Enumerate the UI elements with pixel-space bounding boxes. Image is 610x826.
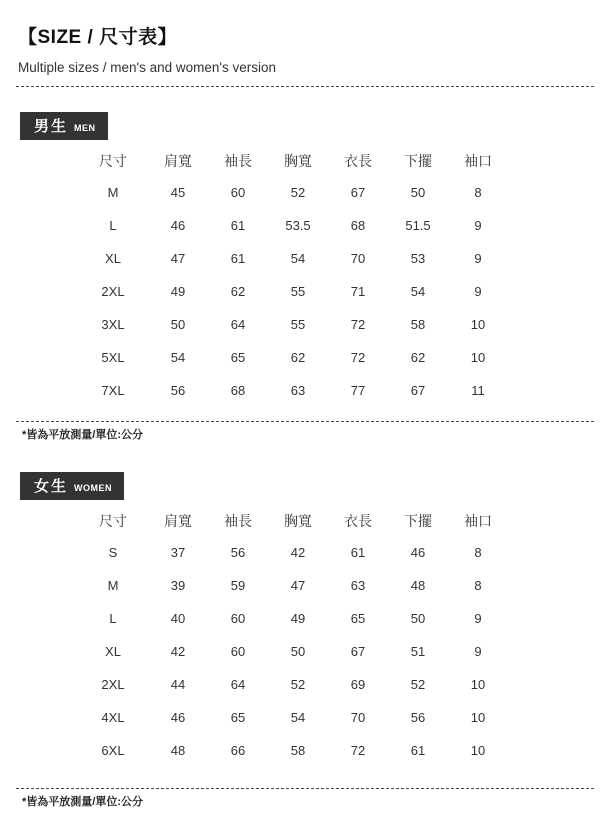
column-header: 胸寬 — [284, 153, 312, 169]
men-table-header-row — [78, 146, 508, 176]
men-size-table — [78, 146, 508, 407]
garment-length-cell: 68 — [350, 218, 366, 233]
men-size-row — [78, 275, 508, 308]
hem-width-cell: 52 — [410, 677, 426, 692]
cuff-width-cell: 10 — [470, 710, 486, 725]
men-section — [16, 87, 594, 443]
men-size-row — [78, 374, 508, 407]
hem-width-cell: 56 — [410, 710, 426, 725]
sleeve-length-cell: 62 — [230, 284, 246, 299]
column-header: 下擺 — [404, 513, 432, 529]
cuff-width-cell: 8 — [474, 578, 482, 593]
hem-width-cell: 58 — [410, 317, 426, 332]
page-title: 【SIZE / 尺寸表】 — [18, 27, 178, 48]
cuff-width-cell: 8 — [474, 185, 482, 200]
men-measurement-note: *皆為平放測量/單位:公分 — [22, 429, 143, 441]
garment-length-cell: 72 — [350, 743, 366, 758]
hem-width-cell: 67 — [410, 383, 426, 398]
chest-width-cell: 52 — [290, 185, 306, 200]
women-table-head — [78, 506, 508, 536]
shoulder-width-cell: 48 — [170, 743, 186, 758]
column-header: 袖口 — [464, 513, 492, 529]
hem-width-cell: 61 — [410, 743, 426, 758]
garment-length-cell: 72 — [350, 317, 366, 332]
size-cell: M — [107, 185, 119, 200]
men-size-row — [78, 209, 508, 242]
sleeve-length-cell: 64 — [230, 677, 246, 692]
hem-width-cell: 53 — [410, 251, 426, 266]
hem-width-cell: 62 — [410, 350, 426, 365]
sleeve-length-cell: 65 — [230, 710, 246, 725]
women-size-row — [78, 602, 508, 635]
chest-width-cell: 63 — [290, 383, 306, 398]
garment-length-cell: 72 — [350, 350, 366, 365]
shoulder-width-cell: 46 — [170, 710, 186, 725]
shoulder-width-cell: 42 — [170, 644, 186, 659]
shoulder-width-cell: 39 — [170, 578, 186, 593]
men-label-en: MEN — [74, 123, 96, 133]
women-table-body — [78, 536, 508, 767]
garment-length-cell: 70 — [350, 251, 366, 266]
sleeve-length-cell: 59 — [230, 578, 246, 593]
sleeve-length-cell: 61 — [230, 251, 246, 266]
page-subtitle: Multiple sizes / men's and women's version — [18, 60, 277, 75]
size-cell: S — [108, 545, 118, 560]
shoulder-width-cell: 46 — [170, 218, 186, 233]
hem-width-cell: 48 — [410, 578, 426, 593]
shoulder-width-cell: 50 — [170, 317, 186, 332]
hem-width-cell: 46 — [410, 545, 426, 560]
cuff-width-cell: 11 — [471, 383, 485, 398]
chest-width-cell: 54 — [290, 710, 306, 725]
garment-length-cell: 63 — [350, 578, 366, 593]
garment-length-cell: 67 — [350, 185, 366, 200]
women-section-badge — [20, 472, 124, 500]
cuff-width-cell: 10 — [470, 743, 486, 758]
chest-width-cell: 50 — [290, 644, 306, 659]
shoulder-width-cell: 44 — [170, 677, 186, 692]
hem-width-cell: 51.5 — [405, 218, 431, 233]
cuff-width-cell: 10 — [470, 677, 486, 692]
chest-width-cell: 52 — [290, 677, 306, 692]
men-table-body — [78, 176, 508, 407]
column-header: 衣長 — [344, 513, 372, 529]
size-cell: 4XL — [101, 710, 125, 725]
chest-width-cell: 58 — [290, 743, 306, 758]
column-header: 衣長 — [344, 153, 372, 169]
shoulder-width-cell: 47 — [170, 251, 186, 266]
cuff-width-cell: 10 — [470, 350, 486, 365]
shoulder-width-cell: 40 — [170, 611, 186, 626]
sleeve-length-cell: 68 — [230, 383, 246, 398]
size-cell: XL — [105, 251, 121, 266]
garment-length-cell: 69 — [350, 677, 366, 692]
men-size-row — [78, 341, 508, 374]
sleeve-length-cell: 56 — [230, 545, 246, 560]
chest-width-cell: 53.5 — [285, 218, 311, 233]
chest-width-cell: 42 — [290, 545, 306, 560]
women-size-row — [78, 569, 508, 602]
men-table-head — [78, 146, 508, 176]
size-cell: XL — [105, 644, 121, 659]
size-cell: L — [109, 611, 117, 626]
size-cell: 2XL — [101, 284, 125, 299]
women-size-table — [78, 506, 508, 767]
garment-length-cell: 65 — [350, 611, 366, 626]
chest-width-cell: 55 — [290, 284, 306, 299]
column-header: 袖長 — [224, 153, 252, 169]
size-cell: M — [107, 578, 119, 593]
chest-width-cell: 55 — [290, 317, 306, 332]
size-cell: 3XL — [101, 317, 125, 332]
column-header: 胸寬 — [284, 513, 312, 529]
sleeve-length-cell: 60 — [230, 185, 246, 200]
size-cell: 2XL — [101, 677, 125, 692]
women-table-header-row — [78, 506, 508, 536]
chest-width-cell: 49 — [290, 611, 306, 626]
garment-length-cell: 67 — [350, 644, 366, 659]
size-cell: 6XL — [101, 743, 125, 758]
cuff-width-cell: 10 — [470, 317, 486, 332]
garment-length-cell: 70 — [350, 710, 366, 725]
women-size-row — [78, 668, 508, 701]
column-header: 尺寸 — [99, 513, 127, 529]
cuff-width-cell: 9 — [474, 611, 482, 626]
women-section — [16, 443, 594, 810]
cuff-width-cell: 9 — [474, 218, 482, 233]
hem-width-cell: 50 — [410, 611, 426, 626]
men-label-zh: 男生 — [34, 118, 69, 135]
men-size-row — [78, 242, 508, 275]
column-header: 尺寸 — [99, 153, 127, 169]
column-header: 肩寬 — [164, 153, 192, 169]
shoulder-width-cell: 54 — [170, 350, 186, 365]
men-section-badge — [20, 112, 108, 140]
women-label-en: WOMEN — [74, 483, 113, 493]
shoulder-width-cell: 37 — [170, 545, 186, 560]
women-measurement-note: *皆為平放測量/單位:公分 — [22, 796, 143, 808]
column-header: 袖口 — [464, 153, 492, 169]
size-chart-page — [0, 26, 610, 810]
women-size-row — [78, 734, 508, 767]
sleeve-length-cell: 65 — [230, 350, 246, 365]
men-size-row — [78, 308, 508, 341]
garment-length-cell: 77 — [350, 383, 366, 398]
hem-width-cell: 50 — [410, 185, 426, 200]
shoulder-width-cell: 45 — [170, 185, 186, 200]
column-header: 下擺 — [404, 153, 432, 169]
cuff-width-cell: 9 — [474, 284, 482, 299]
garment-length-cell: 71 — [350, 284, 366, 299]
dashed-divider-men — [16, 421, 594, 422]
chest-width-cell: 54 — [290, 251, 306, 266]
hem-width-cell: 51 — [410, 644, 426, 659]
women-size-row — [78, 536, 508, 569]
column-header: 袖長 — [224, 513, 252, 529]
sleeve-length-cell: 60 — [230, 644, 246, 659]
cuff-width-cell: 9 — [474, 644, 482, 659]
sleeve-length-cell: 64 — [230, 317, 246, 332]
chest-width-cell: 62 — [290, 350, 306, 365]
sleeve-length-cell: 60 — [230, 611, 246, 626]
sleeve-length-cell: 66 — [230, 743, 246, 758]
shoulder-width-cell: 49 — [170, 284, 186, 299]
size-cell: 5XL — [101, 350, 125, 365]
sleeve-length-cell: 61 — [230, 218, 246, 233]
column-header: 肩寬 — [164, 513, 192, 529]
hem-width-cell: 54 — [410, 284, 426, 299]
women-size-row — [78, 635, 508, 668]
men-size-row — [78, 176, 508, 209]
women-label-zh: 女生 — [34, 478, 69, 495]
women-size-row — [78, 701, 508, 734]
chest-width-cell: 47 — [290, 578, 306, 593]
cuff-width-cell: 8 — [474, 545, 482, 560]
cuff-width-cell: 9 — [474, 251, 482, 266]
shoulder-width-cell: 56 — [170, 383, 186, 398]
size-cell: L — [109, 218, 117, 233]
size-cell: 7XL — [101, 383, 125, 398]
dashed-divider-women — [16, 788, 594, 789]
garment-length-cell: 61 — [350, 545, 366, 560]
